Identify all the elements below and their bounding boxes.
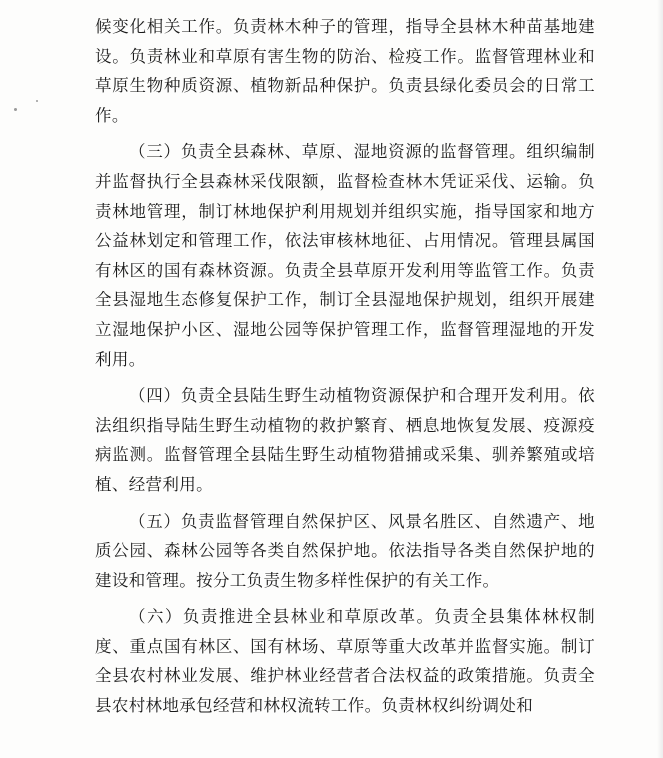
paragraph-section-3: （三）负责全县森林、草原、湿地资源的监督管理。组织编制并监督执行全县森林采伐限额，监督检查林木凭证采伐、运输。负责林地管理，制订林地保护利用规划并组织实施，指导国家和地方公益林划定和管理工作，依法审核林地征、占用情况。管理县属国有林区的国有森林资源。负责全县草原开发利用等监管工作。负责全县湿地生态修复保护工作，制订全县湿地保护规划，组织开展建立湿地保护小区、湿地公园等保护管理工作，监督管理湿地的开发利用。 xyxy=(95,142,595,369)
paragraph-section-4: （四）负责全县陆生野生动植物资源保护和合理开发利用。依法组织指导陆生野生动植物的救护繁育、栖息地恢复发展、疫源疫病监测。监督管理全县陆生野生动植物猎捕或采集、驯养繁殖或培植、经营利用。 xyxy=(95,386,595,494)
scan-speck xyxy=(36,100,38,102)
scan-speck xyxy=(14,108,17,111)
paragraph-section-5: （五）负责监督管理自然保护区、风景名胜区、自然遗产、地质公园、森林公园等各类自然保护地。依法指导各类自然保护地的建设和管理。按分工负责生物多样性保护的有关工作。 xyxy=(95,511,595,590)
paragraph-continued: 候变化相关工作。负责林木种子的管理，指导全县林木种苗基地建设。负责林业和草原有害生物的防治、检疫工作。监督管理林业和草原生物种质资源、植物新品种保护。负责县绿化委员会的日常工作。 xyxy=(95,17,595,125)
document-body xyxy=(95,12,595,728)
page-edge-shadow xyxy=(657,0,663,758)
paragraph-section-6: （六）负责推进全县林业和草原改革。负责全县集体林权制度、重点国有林区、国有林场、草原等重大改革并监督实施。制订全县农村林业发展、维护林业经营者合法权益的政策措施。负责全县农村林地承包经营和林权流转工作。负责林权纠纷调处和 xyxy=(95,607,595,716)
